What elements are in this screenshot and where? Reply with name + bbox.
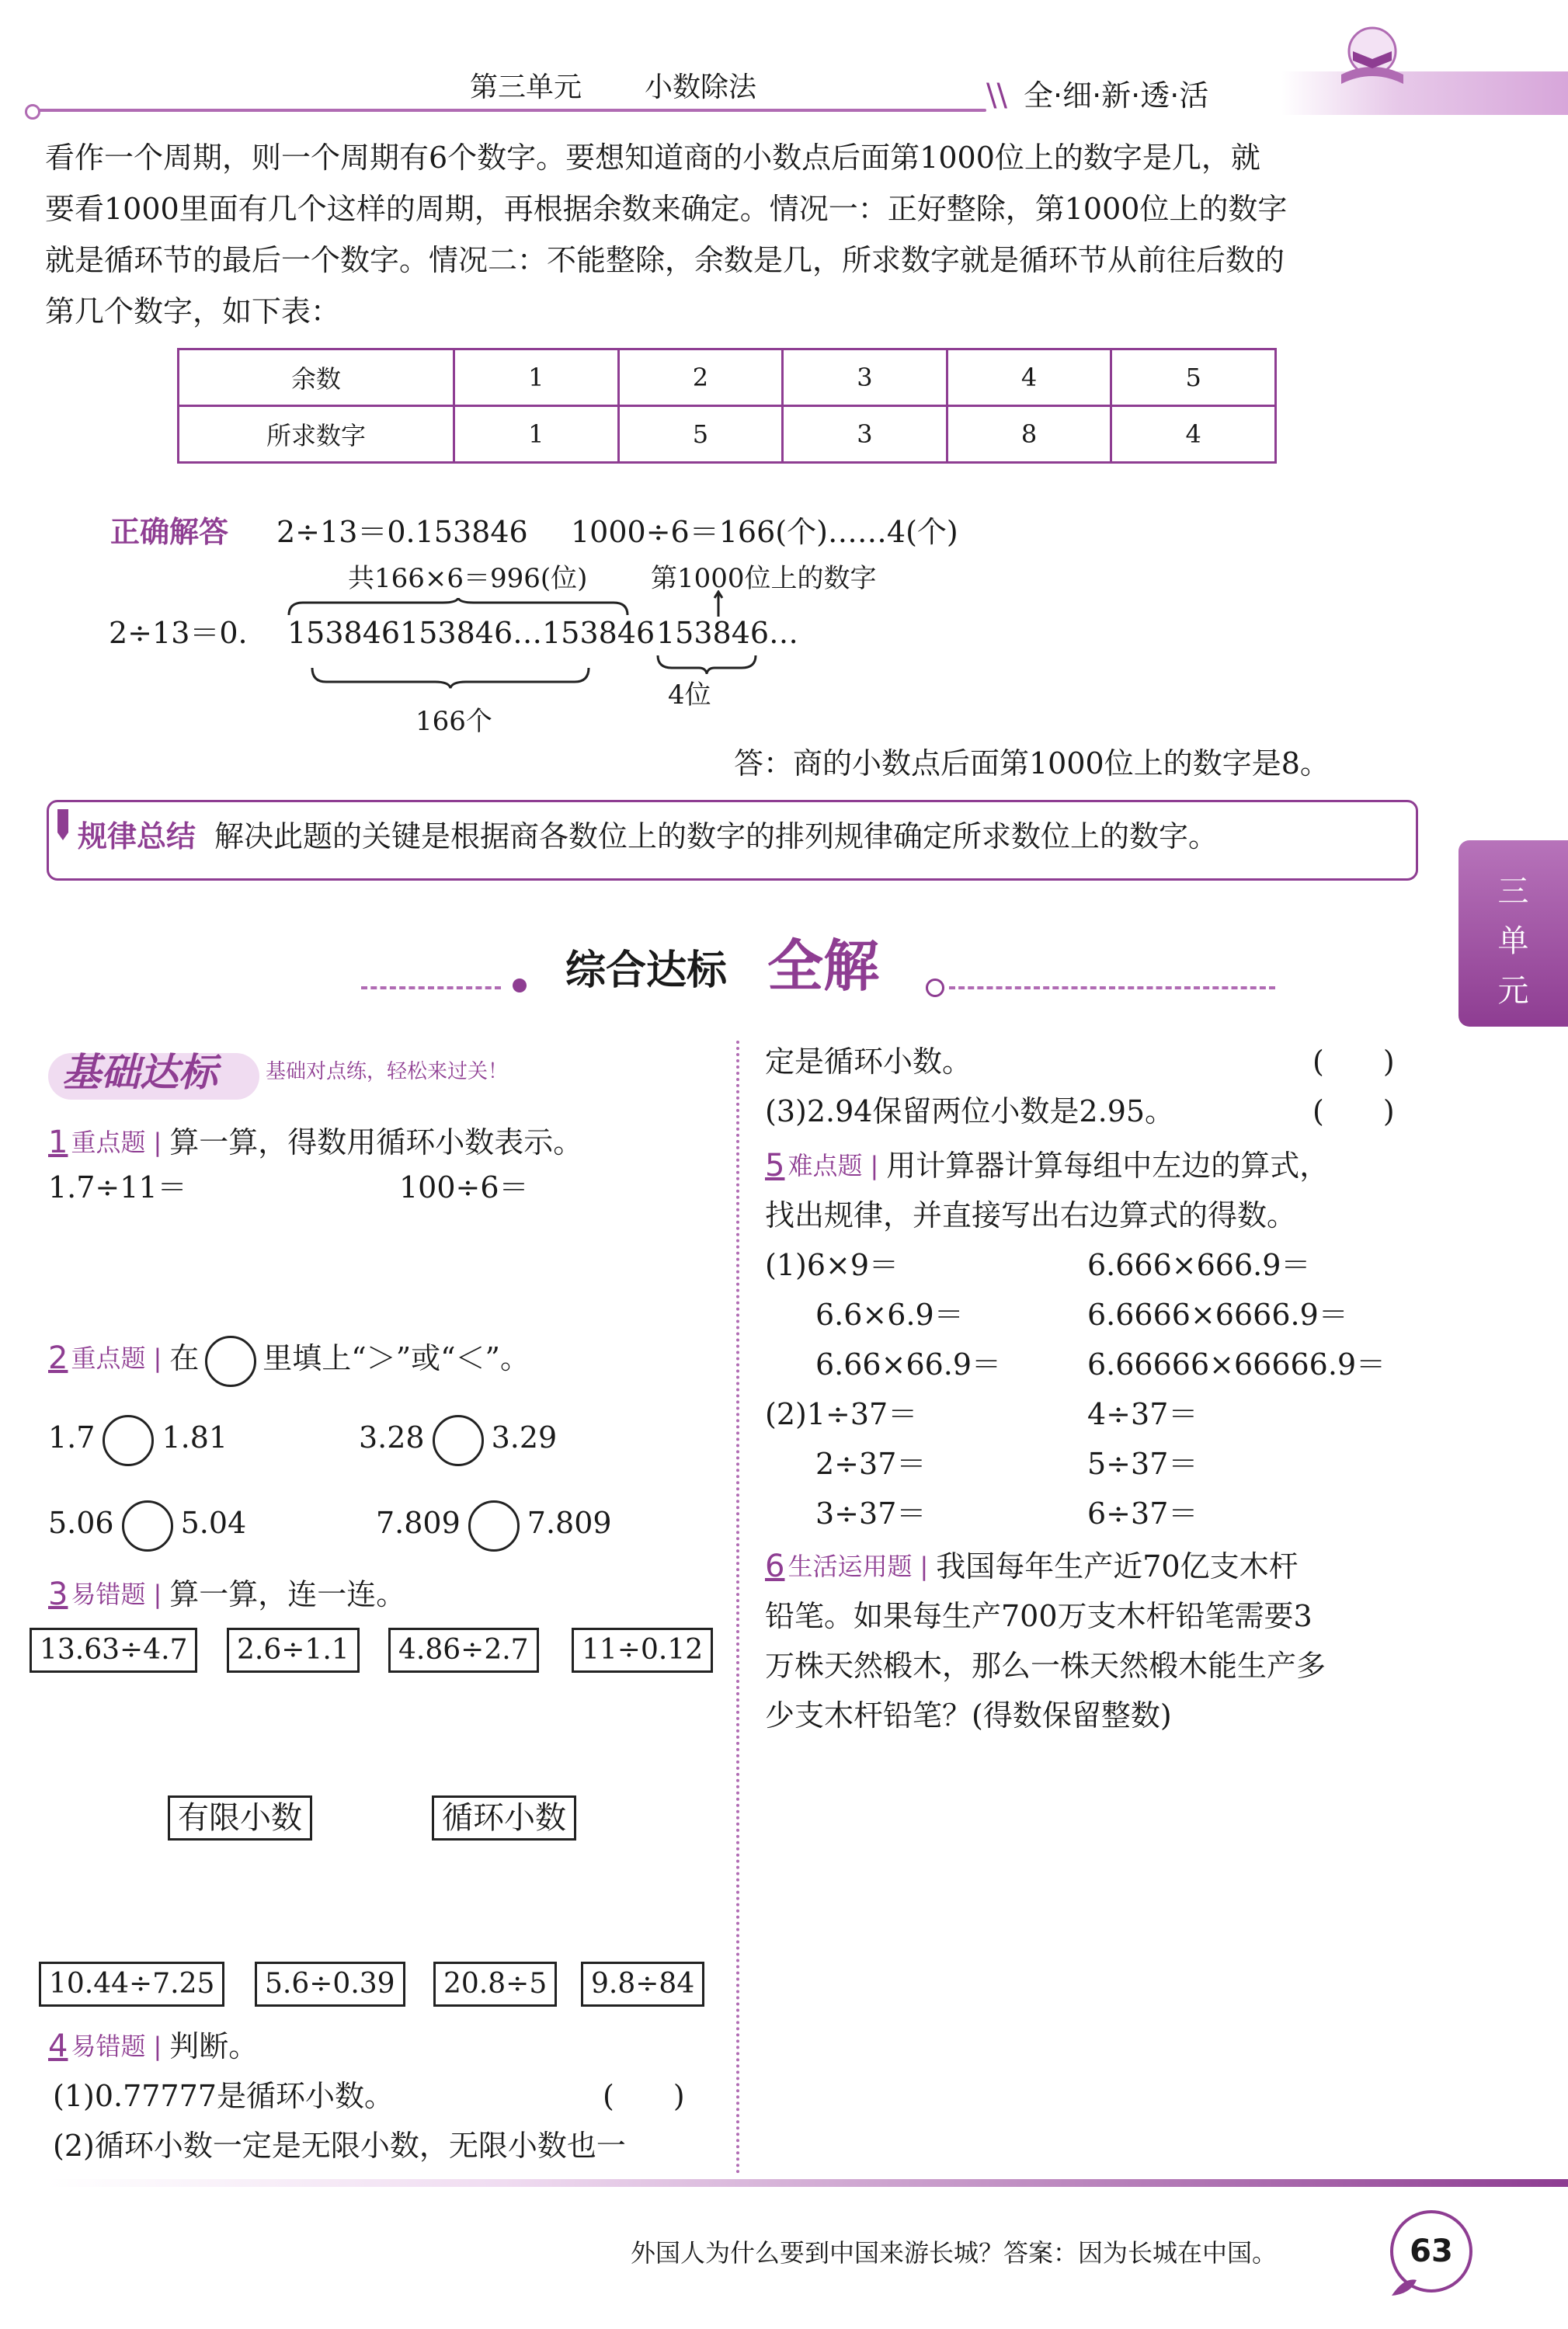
q5-expr: 3÷37＝ [815, 1496, 927, 1531]
total-digits-note: 共166×6＝996(位) [348, 563, 588, 594]
table-row [179, 406, 1276, 463]
section-rule-left [361, 986, 501, 989]
question-text: 用计算器计算每组中左边的算式， [886, 1149, 1330, 1183]
leaf-icon [1389, 2275, 1420, 2299]
intro-line-2: 要看1000里面有几个这样的周期，再根据余数来确定。情况一：正好整除，第1000位上的数字 [45, 192, 1288, 226]
section-title-a: 综合达标 [565, 947, 728, 994]
section-rule-right [949, 986, 1275, 989]
answer-circle[interactable] [122, 1500, 173, 1552]
table-cell: 5 [618, 406, 783, 463]
solution-answer: 答：商的小数点后面第1000位上的数字是8。 [734, 746, 1330, 780]
table-cell: 3 [783, 406, 947, 463]
table-cell: 3 [783, 349, 947, 406]
q5-expr: 6.66666×66666.9＝ [1087, 1347, 1386, 1382]
question-6 [765, 1541, 1299, 1592]
q5-expr: 6.666×666.9＝ [1087, 1248, 1311, 1282]
question-tag: 1 重点题 | [48, 1125, 162, 1160]
q5-expr: (2)1÷37＝ [765, 1397, 918, 1431]
judge-statement-1: (1)0.77777是循环小数。 [53, 2079, 394, 2113]
expression-box[interactable]: 5.6÷0.39 [255, 1962, 405, 2007]
question-4 [48, 2021, 258, 2072]
header-unit: 第三单元 [470, 71, 582, 103]
answer-circle[interactable] [103, 1415, 154, 1466]
summary-label: 规律总结 [78, 819, 196, 853]
header-decor-band [1281, 71, 1568, 115]
category-box[interactable]: 循环小数 [432, 1795, 576, 1841]
up-arrow-icon [713, 590, 724, 618]
page-number: 63 [1390, 2210, 1472, 2293]
solution-eq2: 1000÷6＝166(个)……4(个) [571, 515, 958, 549]
expression-box[interactable]: 20.8÷5 [433, 1962, 557, 2007]
side-tab-unit [1458, 840, 1568, 1027]
section-dot [513, 979, 527, 992]
header-slogan: 全·细·新·透·活 [1024, 78, 1209, 113]
table-cell: 1 [454, 349, 619, 406]
summary-text: 解决此题的关键是根据商各数位上的数字的排列规律确定所求数位上的数字。 [214, 819, 1219, 853]
table-cell: 4 [947, 349, 1111, 406]
question-text: 铅笔。如果每生产700万支木杆铅笔需要3 [765, 1599, 1312, 1633]
table-header-cell: 所求数字 [179, 406, 454, 463]
bottom-brace [311, 666, 590, 690]
q5-expr: 4÷37＝ [1087, 1397, 1198, 1431]
expression-box[interactable]: 11÷0.12 [572, 1628, 713, 1673]
intro-line-1: 看作一个周期，则一个周期有6个数字。要想知道商的小数点后面第1000位上的数字是几，就 [45, 141, 1260, 175]
answer-circle[interactable] [433, 1415, 484, 1466]
judge-paren[interactable]: ( ) [603, 2079, 685, 2113]
basics-title: 基础达标 [62, 1049, 217, 1095]
q5-expr: 6.66×66.9＝ [815, 1347, 1002, 1382]
expression-box[interactable]: 4.86÷2.7 [388, 1628, 539, 1673]
q5-expr: 5÷37＝ [1087, 1447, 1198, 1481]
solution-eq3-tail: 153846… [656, 616, 799, 650]
compare-pair: 7.809 7.809 [376, 1497, 612, 1552]
pencil-icon [53, 808, 73, 842]
table-cell: 8 [947, 406, 1111, 463]
count-note: 166个 [415, 706, 492, 737]
compare-pair: 3.28 3.29 [359, 1412, 557, 1466]
footer-rule [47, 2179, 1568, 2187]
table-header-cell: 余数 [179, 349, 454, 406]
question-text: 万株天然椴木，那么一株天然椴木能生产多 [765, 1649, 1326, 1683]
category-box[interactable]: 有限小数 [168, 1795, 312, 1841]
expression-box[interactable]: 2.6÷1.1 [227, 1628, 360, 1673]
table-cell: 4 [1111, 406, 1276, 463]
question-text: 算一算，连一连。 [169, 1577, 406, 1611]
side-tab-char: 元 [1497, 973, 1529, 1009]
question-tag: 4 易错题 | [48, 2028, 162, 2064]
table-cell: 2 [618, 349, 783, 406]
expression-box[interactable]: 13.63÷4.7 [30, 1628, 197, 1673]
q5-expr: (1)6×9＝ [765, 1248, 899, 1282]
remainder-table [177, 348, 1277, 464]
question-text: 算一算，得数用循环小数表示。 [169, 1125, 583, 1159]
question-text: 里填上“＞”或“＜”。 [262, 1341, 530, 1375]
question-3 [48, 1569, 405, 1620]
judge-statement-2b: 定是循环小数。 [765, 1045, 972, 1079]
section-dot [926, 979, 944, 997]
section-title-b: 全解 [767, 933, 880, 999]
judge-paren[interactable]: ( ) [1312, 1094, 1395, 1128]
q5-expr: 6.6×6.9＝ [815, 1298, 964, 1332]
solution-eq3-digits: 153846153846…153846 [287, 616, 655, 650]
question-text: 少支木杆铅笔？(得数保留整数) [765, 1698, 1172, 1733]
question-text: 在 [169, 1341, 200, 1375]
solution-eq3-left: 2÷13＝0. [109, 616, 248, 650]
question-tag: 3 易错题 | [48, 1576, 162, 1612]
table-cell: 1 [454, 406, 619, 463]
question-5 [765, 1140, 1329, 1191]
four-digits-note: 4位 [668, 680, 711, 711]
book-logo-icon [1330, 20, 1415, 98]
compare-circle-icon [205, 1336, 256, 1387]
side-tab-char: 单 [1497, 923, 1529, 959]
q5-expr: 6.6666×6666.9＝ [1087, 1298, 1348, 1332]
compare-pair: 1.7 1.81 [48, 1412, 228, 1466]
answer-circle[interactable] [468, 1500, 520, 1552]
question-tag: 6 生活运用题 | [765, 1549, 929, 1584]
table-cell: 5 [1111, 349, 1276, 406]
expression-box[interactable]: 9.8÷84 [581, 1962, 704, 2007]
q5-expr: 6÷37＝ [1087, 1496, 1198, 1531]
column-divider [736, 1041, 739, 2174]
judge-statement-3: (3)2.94保留两位小数是2.95。 [765, 1094, 1175, 1128]
intro-line-3: 就是循环节的最后一个数字。情况二：不能整除，余数是几，所求数字就是循环节从前往后数的 [45, 243, 1285, 277]
q1-expr-a: 1.7÷11＝ [48, 1170, 187, 1204]
footer-joke: 外国人为什么要到中国来游长城？答案：因为长城在中国。 [631, 2238, 1278, 2268]
basics-subtitle: 基础对点练，轻松来过关！ [266, 1060, 509, 1083]
judge-paren[interactable]: ( ) [1312, 1045, 1395, 1079]
solution-eq1: 2÷13＝0.153846 [276, 515, 528, 549]
question-1 [48, 1117, 582, 1168]
question-text: 我国每年生产近70亿支木杆 [936, 1549, 1299, 1583]
question-tag: 2 重点题 | [48, 1340, 162, 1376]
expression-box[interactable]: 10.44÷7.25 [39, 1962, 224, 2007]
solution-label: 正确解答 [110, 515, 229, 549]
position-note: 第1000位上的数字 [651, 563, 877, 594]
q5-expr: 2÷37＝ [815, 1447, 927, 1481]
header-slash-icon: \\ [986, 78, 1007, 113]
question-tag: 5 难点题 | [765, 1148, 879, 1184]
header-rule-dot [25, 104, 40, 120]
q1-expr-b: 100÷6＝ [399, 1170, 529, 1204]
side-tab-char: 三 [1497, 874, 1529, 909]
question-text: 找出规律，并直接写出右边算式的得数。 [765, 1198, 1297, 1232]
judge-statement-2a: (2)循环小数一定是无限小数，无限小数也一 [53, 2129, 626, 2163]
compare-pair: 5.06 5.04 [48, 1497, 246, 1552]
top-brace [287, 598, 629, 617]
question-text: 判断。 [169, 2029, 259, 2063]
question-2 [48, 1333, 530, 1387]
table-row [179, 349, 1276, 406]
intro-line-4: 第几个数字，如下表： [45, 294, 341, 328]
header-title: 小数除法 [645, 71, 757, 103]
